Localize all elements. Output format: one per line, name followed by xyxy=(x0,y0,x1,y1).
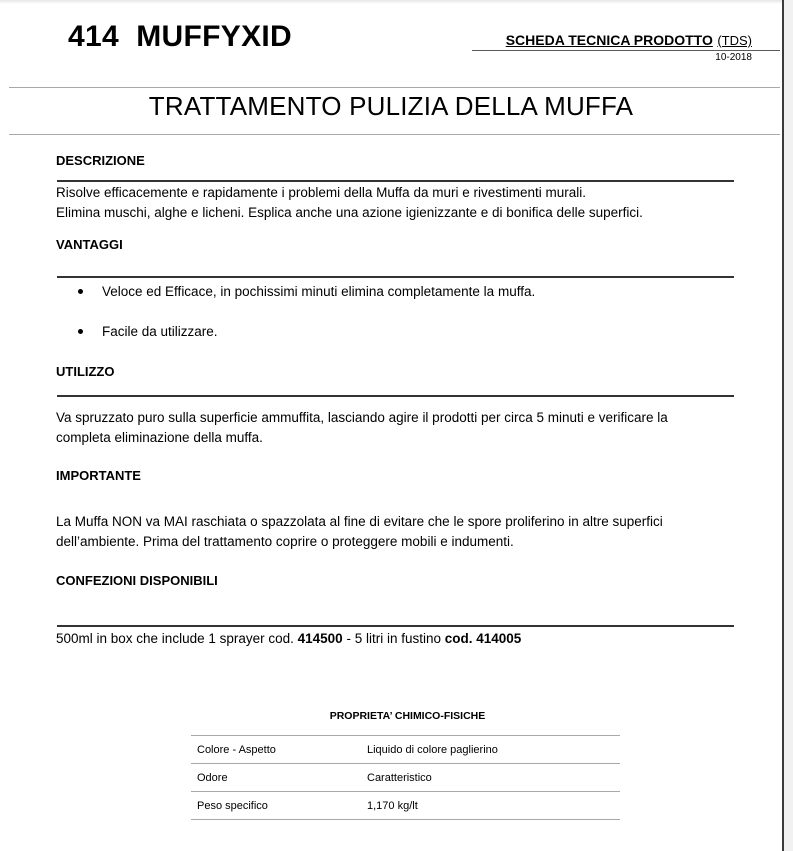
heading-confezioni: CONFEZIONI DISPONIBILI xyxy=(56,573,218,588)
heading-utilizzo: UTILIZZO xyxy=(56,364,115,379)
main-title: TRATTAMENTO PULIZIA DELLA MUFFA xyxy=(148,91,634,121)
scrollbar[interactable] xyxy=(782,0,793,851)
property-key: Odore xyxy=(197,771,228,784)
heading-vantaggi: VANTAGGI xyxy=(56,237,123,252)
table-row xyxy=(191,764,620,792)
properties-table xyxy=(191,735,620,820)
rule-vantaggi xyxy=(57,276,734,278)
confezioni-text xyxy=(56,629,746,649)
doc-date: 10-2018 xyxy=(715,52,752,63)
bullet-icon xyxy=(78,289,83,294)
descrizione-text xyxy=(56,183,746,223)
descrizione-line: Elimina muschi, alghe e licheni. Esplica anche una azione igienizzante e di bonifica delle superfici. xyxy=(56,205,643,220)
table-row xyxy=(191,792,620,820)
property-key: Colore - Aspetto xyxy=(197,743,276,756)
property-value: 1,170 kg/lt xyxy=(367,799,418,812)
property-value: Liquido di colore paglierino xyxy=(367,743,498,756)
table-row xyxy=(191,736,620,764)
doc-type-header xyxy=(472,32,780,51)
rule-descrizione xyxy=(57,180,734,182)
product-code: 414 xyxy=(68,20,119,53)
confezioni-code1: 414500 xyxy=(297,631,343,646)
title-rule-top xyxy=(9,87,780,88)
properties-title: PROPRIETA’ CHIMICO-FISICHE xyxy=(329,710,486,722)
doc-type-label: SCHEDA TECNICA PRODOTTO xyxy=(505,32,713,48)
heading-descrizione: DESCRIZIONE xyxy=(56,153,145,168)
property-key: Peso specifico xyxy=(197,799,268,812)
doc-type-abbr: (TDS) xyxy=(717,33,752,48)
confezioni-part2: - 5 litri in fustino xyxy=(342,631,445,646)
bullet-icon xyxy=(78,329,83,334)
importante-line: dell’ambiente. Prima del trattamento coprire o proteggere mobili e indumenti. xyxy=(56,534,514,549)
list-item xyxy=(78,284,535,299)
vantaggi-item: Facile da utilizzare. xyxy=(102,324,218,339)
confezioni-part1: 500ml in box che include 1 sprayer cod. xyxy=(56,631,298,646)
property-value: Caratteristico xyxy=(367,771,432,784)
vantaggi-item: Veloce ed Efficace, in pochissimi minuti elimina completamente la muffa. xyxy=(102,284,536,299)
utilizzo-line: completa eliminazione della muffa. xyxy=(56,430,263,445)
list-item xyxy=(78,324,218,339)
importante-line: La Muffa NON va MAI raschiata o spazzolata al fine di evitare che le spore proliferino in altre superfici xyxy=(56,514,663,529)
title-rule-bottom xyxy=(9,134,780,135)
product-title xyxy=(68,20,292,54)
page-top-shadow xyxy=(0,0,782,4)
utilizzo-line: Va spruzzato puro sulla superficie ammuffita, lasciando agire il prodotti per circa 5 minuti e verificare la xyxy=(56,410,668,425)
rule-utilizzo xyxy=(57,395,734,397)
confezioni-code2: cod. 414005 xyxy=(444,631,522,646)
heading-importante: IMPORTANTE xyxy=(56,468,141,483)
descrizione-line: Risolve efficacemente e rapidamente i problemi della Muffa da muri e rivestimenti murali. xyxy=(56,185,586,200)
importante-text xyxy=(56,512,746,552)
product-name: MUFFYXID xyxy=(136,20,292,53)
rule-confezioni xyxy=(57,625,734,627)
utilizzo-text xyxy=(56,408,746,448)
